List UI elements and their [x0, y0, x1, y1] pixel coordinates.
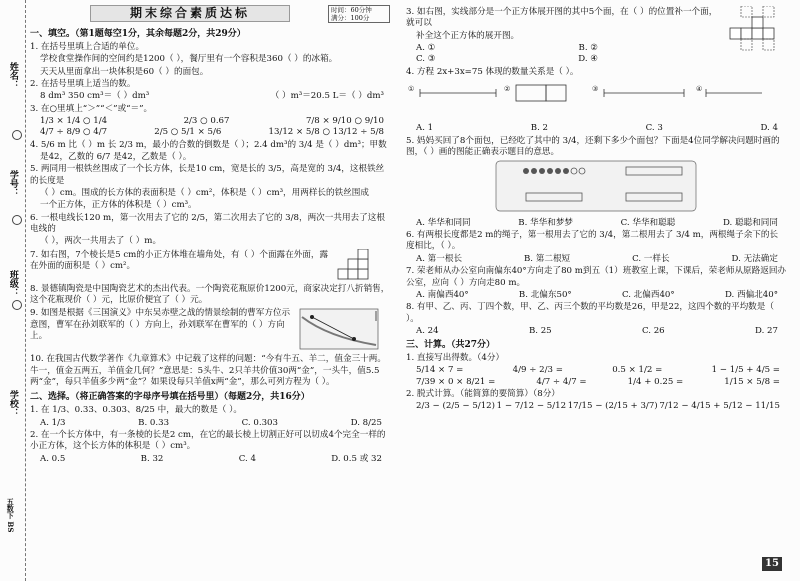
choice-2-options [30, 454, 390, 465]
option: B. 32 [140, 453, 164, 464]
svg-text:①: ① [408, 85, 415, 94]
section-calculation: 三、计算。（共27分） [406, 340, 496, 351]
option: A. 24 [416, 325, 439, 336]
calc-item: 7/12 − 4/15 + 5/12 − 11/15 [659, 401, 780, 412]
question-3-row-2 [30, 127, 390, 138]
binding-hole [12, 300, 22, 310]
option: A. ① [416, 43, 436, 54]
calc-item: 1/4 + 0.25 = [627, 376, 684, 387]
compare-item: 2/3 ○ 0.67 [183, 115, 230, 126]
section-choice: 二、选择。（将正确答案的字母序号填在括号里）（每题2分，共16分） [30, 392, 310, 403]
header [30, 4, 390, 24]
cube-net-figure [724, 6, 784, 62]
choice-8-options [406, 326, 786, 337]
calc-item: 5/14 × 7 = [416, 365, 464, 376]
option: C. ③ [416, 54, 436, 65]
left-column [30, 27, 390, 465]
choice-2: 2. 在一个长方体中，有一条棱的长是2 cm，在它的最长棱上切割正好可以切成4个完全一样的小正方体，这个长方体的体积是（ ）cm³。 [30, 430, 386, 452]
bread-diagrams [406, 159, 786, 213]
choice-3: 3. 如右图，实线部分是一个正方体展开图的其中5个面，在（ ）的位置补一个面，就可以 [406, 7, 718, 29]
option: C. 0.303 [241, 417, 278, 428]
question-1-line-a: 学校食堂操作间的空间约是1200（ ），餐厅里有一个容积是360（ ）的冰箱。 [40, 54, 338, 65]
question-2-items [30, 91, 390, 102]
student-id-label: 学号： [7, 170, 18, 197]
question-10: 10. 在我国古代数学著作《九章算术》中记载了这样的问题：“今有牛五、羊二，值金三十两。牛一，值金五两五，羊值金几何？”意思是：5头牛、2只羊共价值30两“金”，一头牛，值5.5两“金”，每只羊值多少两“金”？如果设每只羊值x两“金”，那么可列方程为（ ）。 [30, 354, 386, 388]
question-1-line-b: 天天从里面拿出一块体积是60（ ）的面包。 [40, 66, 209, 77]
section-fill-blank: 一、填空。（第1题每空1分，其余每题2分，共29分） [30, 29, 246, 39]
option: D. 4 [760, 123, 778, 134]
question-6: 6. 一根电线长120 m，第一次用去了它的 2/5，第二次用去了它的 3/8，两次一共用去了这根电线的 [30, 212, 385, 235]
svg-text:④: ④ [696, 85, 703, 94]
option: B. 2 [530, 123, 549, 134]
option: A. 南偏西40° [416, 289, 469, 300]
calc-item: 17/15 − (2/15 + 3/7) [567, 401, 658, 412]
question-9: 9. 如图是根据《三国演义》中东吴赤壁之战的情景绘制的曹军方位示意图，曹军在孙刘联军的（ ）方向上，孙刘联军在曹军的（ ）方向上。 [30, 308, 291, 342]
option: A. 1 [416, 123, 434, 134]
choice-4-options [406, 123, 786, 134]
grade-label: 五数下 BS [6, 498, 16, 533]
option: C. 一样长 [632, 253, 670, 264]
choice-6-options [406, 254, 786, 265]
question-7: 7. 如右图，7个棱长是5 cm的小正方体堆在墙角处，有（ ）个面露在外面，露在外面的面积是（ ）cm²。 [30, 249, 329, 272]
question-8: 8. 景德镇陶瓷是中国陶瓷艺术的杰出代表。一个陶瓷花瓶原价1200元，商家决定打八折销售，这个花瓶现价（ ）元，比原价便宜了（ ）元。 [30, 283, 390, 306]
binding-hole [12, 130, 22, 140]
svg-text:②: ② [504, 85, 511, 94]
option: D. 8/25 [350, 417, 382, 428]
option: B. 华华和梦梦 [518, 217, 574, 228]
choice-5-options [406, 218, 786, 229]
binding-strip [0, 0, 26, 581]
option: C. 3 [645, 123, 663, 134]
right-column [406, 6, 786, 413]
question-9-block [30, 307, 390, 353]
calc-1-row-1 [406, 365, 786, 376]
choice-7: 7. 荣老师从办公室向南偏东40°方向走了80 m到五（1）班教室上课，下课后，荣老师从原路返回办公室，应向（ ）方向走80 m。 [406, 266, 787, 288]
page-title: 期末综合素质达标 [90, 5, 290, 22]
calc-item: 4/9 ÷ 2/3 = [512, 365, 563, 376]
compare-item: 13/12 × 5/8 ○ 13/12 ÷ 5/8 [268, 127, 384, 138]
calc-item: 1/15 × 5/8 = [724, 376, 780, 387]
option: C. 26 [641, 325, 665, 336]
option: A. 华华和同同 [416, 217, 471, 228]
compare-item: 2/5 ○ 5/1 × 5/6 [154, 127, 222, 138]
calc-1: 1. 直接写出得数。（4分） [406, 353, 505, 364]
question-2-item-a: 8 dm³ 350 cm³＝（ ）dm³ [40, 91, 150, 102]
option: D. 0.5 或 32 [331, 453, 382, 464]
choice-3-options-2 [406, 54, 606, 65]
question-2: 2. 在括号里填上适当的数。 [30, 78, 136, 89]
calc-item: 4/7 ÷ 4/7 = [536, 376, 587, 387]
cube-stack-figure [330, 249, 380, 283]
svg-text:③: ③ [592, 85, 599, 94]
page-number: 15 [762, 557, 782, 571]
option: A. 0.5 [40, 453, 66, 464]
calc-item: 1 − 7/12 − 5/12 [496, 401, 567, 412]
choice-8: 8. 有甲、乙、丙、丁四个数，甲、乙、丙三个数的平均数是26，甲是22，这四个数的平均数是（ ）。 [406, 302, 774, 324]
name-label: 姓名： [7, 62, 18, 89]
compare-item: 7/8 × 9/10 ○ 9/10 [305, 115, 384, 126]
option: B. 第二根短 [523, 253, 571, 264]
question-2-item-b: （ ）m³＝20.5 L＝（ ）dm³ [270, 91, 384, 102]
choice-3-options [406, 43, 606, 54]
option: D. 聪聪和同同 [722, 217, 778, 228]
calc-item: 1 − 1/5 + 4/5 = [711, 365, 780, 376]
question-4-cont: 是42，乙数的 6/7 是42，乙数是（ ）。 [40, 151, 192, 162]
option: D. 27 [754, 325, 778, 336]
choice-6: 6. 有两根长度都是2 m的绳子，第一根用去了它的 3/4，第二根用去了 3/4 m，两根绳子余下的长度相比，（ ）。 [406, 230, 779, 252]
option: C. 北偏西40° [621, 289, 675, 300]
choice-1: 1. 在 1/3、0.33、0.303、8/25 中，最大的数是（ ）。 [30, 405, 243, 416]
calc-2-row [406, 401, 786, 412]
question-4: 4. 5/6 m 比（ ）m 长 2/3 m，最小的合数的倒数是（ ）；2.4 dm³的 3/4 是（ ）dm³；甲数 [30, 139, 387, 150]
option: B. ② [578, 43, 598, 54]
compare-item: 4/7 ÷ 8/9 ○ 4/7 [40, 127, 108, 138]
option: D. ④ [578, 54, 598, 65]
calc-1-row-2 [406, 377, 786, 388]
compare-item: 1/3 × 1/4 ○ 1/4 [40, 115, 108, 126]
option: C. 华华和聪聪 [620, 217, 676, 228]
choice-3-block [406, 6, 786, 66]
option: A. 1/3 [40, 417, 66, 428]
question-5-cont2: 一个正方体，正方体的体积是（ ）cm³。 [40, 200, 197, 211]
time-limit: 时间：60分钟 [331, 6, 372, 14]
question-5-cont: （ ）cm。围成的长方体的表面积是（ ）cm²，体积是（ ）cm³，用两样长的铁丝围成 [40, 188, 369, 198]
option: B. 0.33 [138, 417, 170, 428]
calc-2: 2. 脱式计算。（能简算的要简算）（8分） [406, 389, 560, 400]
option: C. 4 [238, 453, 256, 464]
question-3-row-1 [30, 116, 390, 127]
choice-5: 5. 妈妈买回了8个面包，已经吃了其中的 3/4，还剩下多少个面包？下面是4位同学解决问题时画的图，（ ）画的图能正确表示题目的意思。 [406, 135, 780, 158]
option: A. 第一根长 [416, 253, 463, 264]
school-label: 学校： [7, 390, 18, 417]
full-score: 满分：100分 [331, 14, 370, 22]
choice-3-text [406, 6, 724, 66]
choice-1-options [30, 418, 390, 429]
question-7-block [30, 249, 390, 283]
calc-item: 2/3 − (2/5 − 5/12) [416, 401, 495, 412]
binding-hole [12, 215, 22, 225]
option: B. 北偏东50° [518, 289, 572, 300]
calc-item: 7/39 × 0 × 8/21 = [416, 376, 496, 387]
class-label: 班级： [7, 270, 18, 297]
question-5: 5. 两同用一根铁丝围成了一个长方体，长是10 cm，宽是长的 3/5，高是宽的 3/4，这根铁丝的长度是 [30, 164, 385, 186]
option: B. 25 [528, 325, 552, 336]
equation-diagrams [406, 79, 786, 119]
choice-4: 4. 方程 2x+3x=75 体现的数量关系是（ ）。 [406, 66, 579, 77]
option: D. 西偏北40° [724, 289, 778, 300]
question-3: 3. 在○里填上“＞”“＜”或“＝”。 [30, 103, 153, 114]
question-6-cont: （ ），两次一共用去了（ ）m。 [40, 236, 162, 247]
choice-7-options [406, 290, 786, 301]
battle-map-figure [298, 307, 386, 353]
exam-meta [328, 5, 390, 23]
calc-item: 0.5 × 1/2 = [612, 365, 663, 376]
question-1: 1. 在括号里填上合适的单位。 [30, 41, 145, 52]
choice-3-cont: 补全这个正方体的展开图。 [416, 30, 520, 41]
option: D. 无法确定 [731, 253, 778, 264]
